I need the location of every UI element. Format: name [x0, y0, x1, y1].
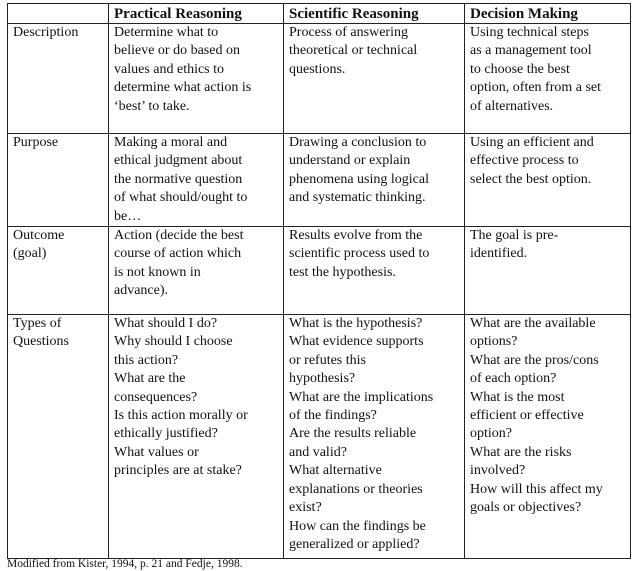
- row-label: Description: [8, 24, 109, 134]
- header-corner: [8, 4, 109, 24]
- cell-decision: Using technical steps as a management tool to choose the best option, often from a set of alternatives.: [465, 24, 631, 134]
- header-practical-reasoning: Practical Reasoning: [109, 4, 284, 24]
- cell-practical: Action (decide the best course of action which is not known in advance).: [109, 227, 284, 315]
- row-purpose: [8, 134, 631, 227]
- cell-practical: Determine what to believe or do based on values and ethics to determine what action is ‘best’ to take.: [109, 24, 284, 134]
- header-scientific-reasoning: Scientific Reasoning: [284, 4, 465, 24]
- row-label: Purpose: [8, 134, 109, 227]
- cell-decision: Using an efficient and effective process to select the best option.: [465, 134, 631, 227]
- cell-scientific: Drawing a conclusion to understand or explain phenomena using logical and systematic thinking.: [284, 134, 465, 227]
- header-row: [8, 4, 631, 24]
- cell-scientific: What is the hypothesis? What evidence supports or refutes this hypothesis? What are the implications of the findings? Are the results reliable and valid? What alternative explanations or theories exist? How can the findings be generalized or applied?: [284, 315, 465, 559]
- cell-decision: What are the available options? What are the pros/cons of each option? What is the most efficient or effective option? What are the risks involved? How will this affect my goals or objectives?: [465, 315, 631, 559]
- cell-practical: Making a moral and ethical judgment about the normative question of what should/ought to be…: [109, 134, 284, 227]
- cell-practical: What should I do? Why should I choose this action? What are the consequences? Is this action morally or ethically justified? What values or principles are at stake?: [109, 315, 284, 559]
- comparison-table: [7, 3, 631, 559]
- row-types-of-questions: [8, 315, 631, 559]
- cell-scientific: Results evolve from the scientific process used to test the hypothesis.: [284, 227, 465, 315]
- row-label: Types of Questions: [8, 315, 109, 559]
- cell-scientific: Process of answering theoretical or technical questions.: [284, 24, 465, 134]
- row-outcome: [8, 227, 631, 315]
- row-label: Outcome (goal): [8, 227, 109, 315]
- row-description: [8, 24, 631, 134]
- cell-decision: The goal is pre- identified.: [465, 227, 631, 315]
- source-footnote: Modified from Kister, 1994, p. 21 and Fedje, 1998.: [7, 558, 243, 570]
- header-decision-making: Decision Making: [465, 4, 631, 24]
